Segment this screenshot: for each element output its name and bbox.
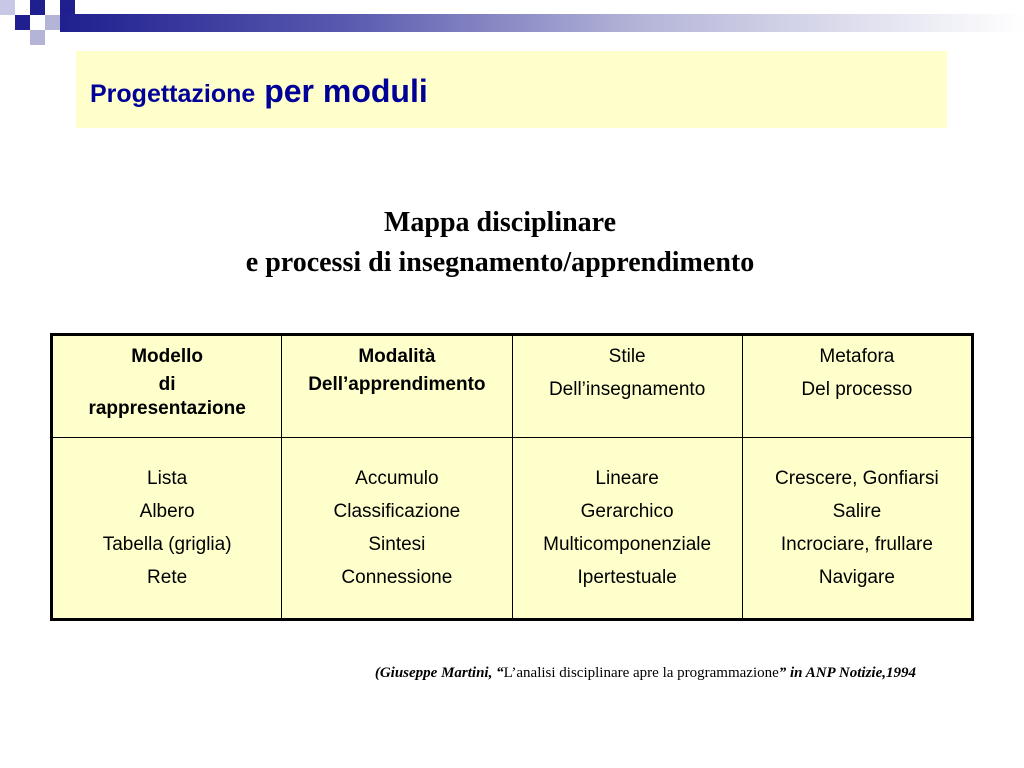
citation-article: L’analisi disciplinare apre la programmazione — [503, 665, 779, 681]
title-part2: per moduli — [264, 73, 428, 109]
list-item: Tabella (griglia) — [102, 534, 232, 555]
header-text: di — [158, 374, 176, 395]
header-text: Modello — [131, 346, 204, 367]
subtitle-line1: Mappa disciplinare — [383, 207, 617, 238]
citation-author: (Giuseppe Martini, “ — [374, 665, 504, 681]
body-cell-modalita — [282, 438, 512, 620]
header-text: Stile — [608, 346, 646, 367]
decor-square — [30, 0, 45, 15]
decor-square — [15, 15, 30, 30]
header-cell-metafora — [742, 335, 972, 438]
table-body-row — [52, 438, 973, 620]
list-item: Navigare — [818, 567, 895, 588]
citation-source: ” in ANP Notizie,1994 — [778, 665, 916, 681]
header-text: Modalità — [358, 346, 436, 367]
list-item: Lista — [147, 468, 188, 489]
list-item: Ipertestuale — [577, 567, 677, 588]
header-cell-stile — [512, 335, 742, 438]
decor-square — [30, 30, 45, 45]
header-cell-modalita — [282, 335, 512, 438]
header-text: Dell’apprendimento — [308, 374, 486, 395]
list-item: Accumulo — [355, 468, 439, 489]
title-box — [76, 51, 947, 128]
list-item: Gerarchico — [580, 501, 674, 522]
decor-square — [45, 15, 60, 30]
decor-square — [0, 30, 15, 45]
header-text: Del processo — [801, 379, 913, 400]
list-item: Albero — [139, 501, 195, 522]
decorative-header-band — [0, 0, 1024, 46]
header-cell-modello — [52, 335, 282, 438]
body-cell-modello — [52, 438, 282, 620]
list-item: Multicomponenziale — [543, 534, 712, 555]
list-item: Incrociare, frullare — [780, 534, 933, 555]
slide-subtitle — [0, 203, 1000, 283]
list-item: Lineare — [595, 468, 659, 489]
list-item: Sintesi — [368, 534, 426, 555]
header-text: Metafora — [819, 346, 895, 367]
body-cell-metafora — [742, 438, 972, 620]
header-text: rappresentazione — [88, 398, 246, 419]
disciplinary-map-table — [50, 333, 974, 621]
decor-square — [0, 0, 15, 15]
list-item: Rete — [147, 567, 188, 588]
subtitle-line2: e processi di insegnamento/apprendimento — [245, 247, 755, 278]
list-item: Crescere, Gonfiarsi — [775, 468, 939, 489]
citation — [0, 665, 916, 682]
title-part1: Progettazione — [90, 80, 256, 108]
body-cell-stile — [512, 438, 742, 620]
slide-title — [90, 73, 428, 110]
gradient-bar — [60, 14, 1024, 32]
list-item: Classificazione — [333, 501, 461, 522]
table-header-row — [52, 335, 973, 438]
list-item: Connessione — [341, 567, 453, 588]
decor-square — [60, 0, 75, 15]
list-item: Salire — [832, 501, 882, 522]
header-text: Dell’insegnamento — [548, 379, 706, 400]
